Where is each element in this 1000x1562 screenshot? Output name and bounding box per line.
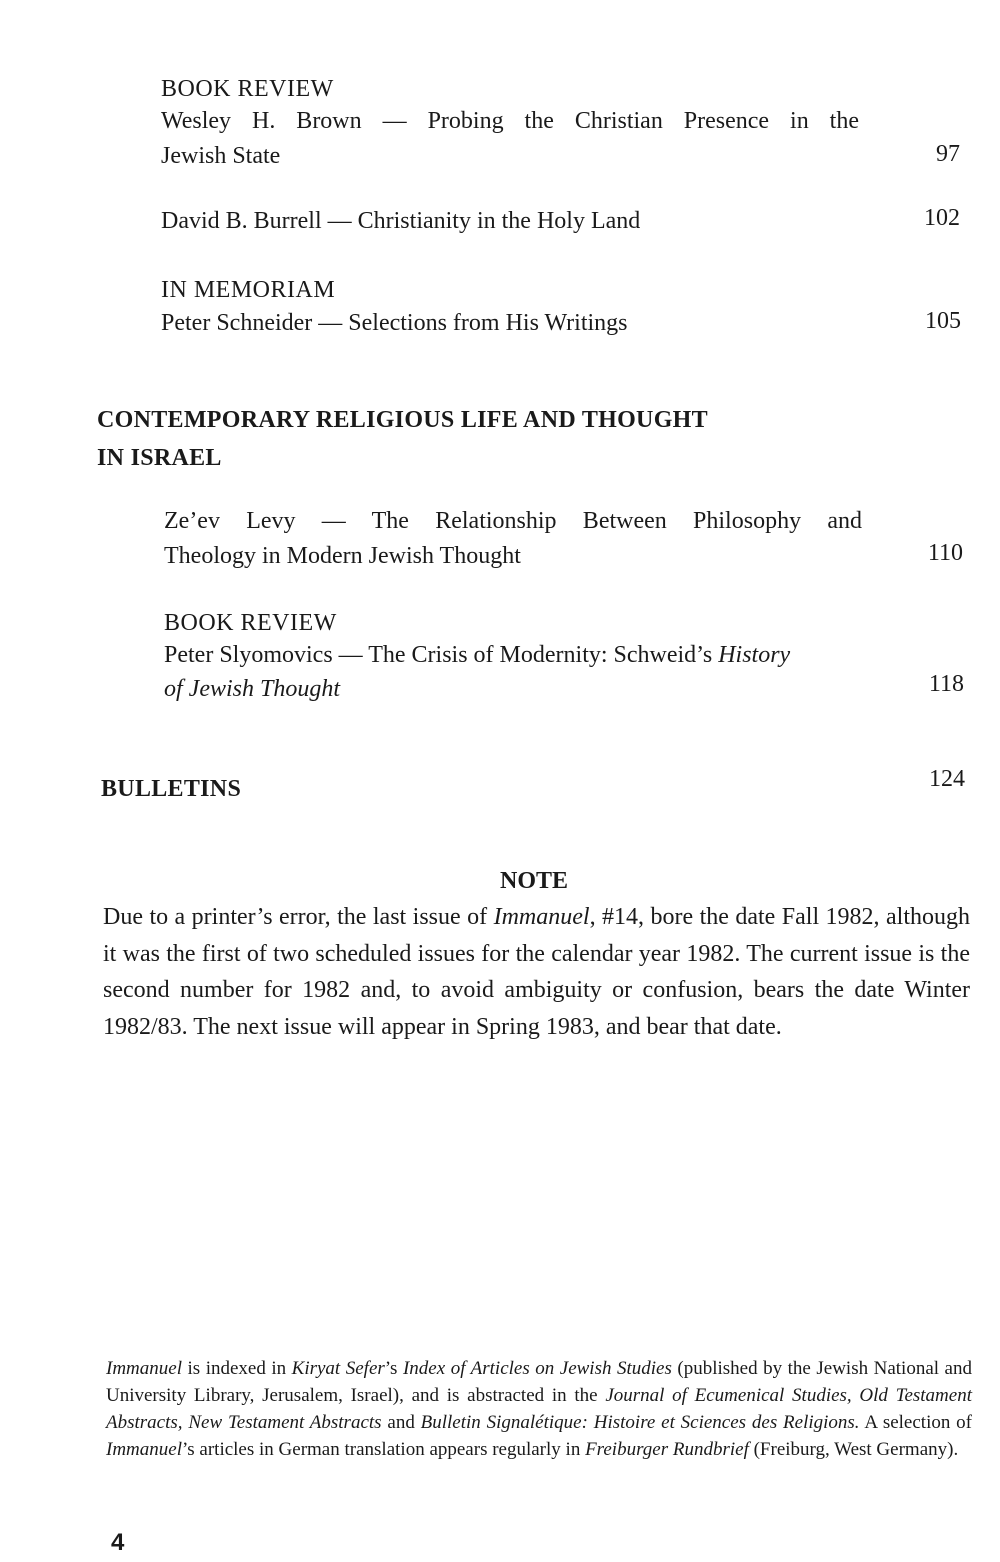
book-review-label-2: BOOK REVIEW	[164, 610, 337, 636]
page-number: 4	[111, 1529, 125, 1556]
page-number-124: 124	[929, 766, 965, 792]
toc-entry-burrell: David B. Burrell — Christianity in the Holy Land	[161, 208, 641, 234]
note-text-1: Due to a printer’s error, the last issue of	[103, 904, 494, 930]
toc-entry-slyomovics-line1	[164, 638, 866, 673]
footer-text: ’s	[384, 1358, 403, 1379]
toc-entry-slyomovics-line2	[164, 672, 340, 707]
page-number-110: 110	[927, 540, 963, 566]
page-number-102: 102	[924, 205, 960, 231]
slyomovics-text: Peter Slyomovics — The Crisis of Modernity: Schweid’s	[164, 642, 719, 668]
page-number-105: 105	[925, 308, 961, 334]
footer-text: (published by the Jewish National and University Library, Jerusalem, Israel), and is abstracted in the	[106, 1358, 972, 1406]
jewish-thought-italic: of Jewish Thought	[164, 676, 341, 702]
page-number-97: 97	[936, 141, 960, 167]
indexing-footnote	[106, 1355, 972, 1463]
footer-text: (Freiburg, West Germany).	[748, 1439, 959, 1460]
footer-text: is indexed in	[181, 1358, 292, 1379]
section-heading-line1: CONTEMPORARY RELIGIOUS LIFE AND THOUGHT	[97, 407, 708, 433]
toc-entry-schneider: Peter Schneider — Selections from His Writings	[161, 310, 628, 336]
toc-entry-levy-line1: Ze’ev Levy — The Relationship Between Philosophy and	[164, 508, 862, 534]
page-number-118: 118	[928, 671, 964, 697]
footer-bulletin: Bulletin Signalétique: Histoire et Sciences des Religions.	[420, 1412, 860, 1433]
in-memoriam-label: IN MEMORIAM	[161, 277, 336, 303]
footer-text: and	[381, 1412, 421, 1433]
history-italic: History	[718, 642, 791, 668]
note-paragraph	[103, 899, 970, 1045]
toc-entry-brown-line2: Jewish State	[161, 143, 281, 169]
note-immanuel-italic: Immanuel	[493, 904, 590, 930]
footer-rundbrief: Freiburger Rundbrief	[585, 1439, 749, 1460]
note-text-2: , #14, bore the date Fall 1982, although it was the first of two scheduled issues for the calendar year 1982. The current issue is the second number for 1982 and, to avoid ambiguity or confusion, bears the date Winter 1982/83. The next issue will appear in Spring 1983, and bear that date.	[103, 904, 971, 1040]
footer-immanuel: Immanuel	[106, 1358, 182, 1379]
section-heading-line2: IN ISRAEL	[97, 445, 222, 471]
footer-immanuel-2: Immanuel	[106, 1439, 182, 1460]
note-title: NOTE	[499, 868, 568, 894]
toc-entry-levy-line2: Theology in Modern Jewish Thought	[164, 543, 521, 569]
toc-entry-brown-line1: Wesley H. Brown — Probing the Christian Presence in the	[161, 108, 859, 134]
footer-kiryat-sefer: Kiryat Sefer	[291, 1358, 385, 1379]
footer-journals: Journal of Ecumenical Studies, Old Testament Abstracts, New Testament Abstracts	[106, 1385, 972, 1433]
footer-index-title: Index of Articles on Jewish Studies	[402, 1358, 672, 1379]
footer-text: ’s articles in German translation appears regularly in	[181, 1439, 586, 1460]
book-review-label: BOOK REVIEW	[161, 76, 334, 102]
footer-text: A selection of	[859, 1412, 972, 1433]
bulletins-heading: BULLETINS	[101, 776, 242, 802]
